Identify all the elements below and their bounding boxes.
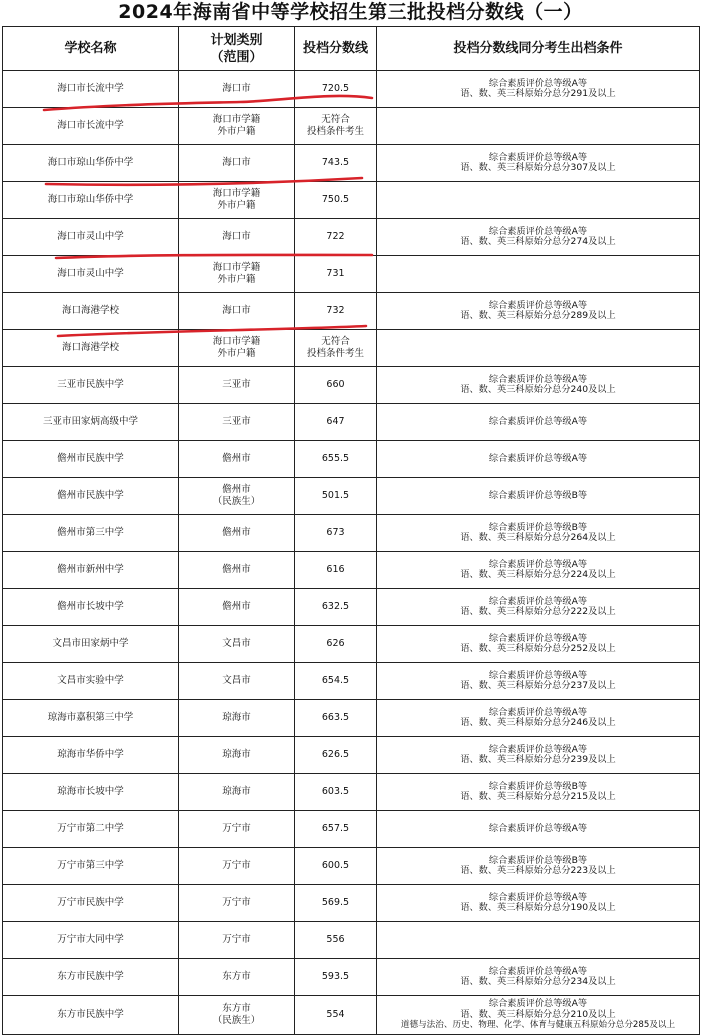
header-score: 投档分数线: [295, 27, 377, 71]
condition-cell: [377, 293, 700, 330]
score-cell: [295, 293, 377, 330]
condition-cell: [377, 774, 700, 811]
condition-line: 综合素质评价总等级A等: [488, 822, 588, 834]
category-line: 外市户籍: [217, 348, 256, 359]
table-row: [3, 367, 700, 404]
condition-line: 综合素质评价总等级A等: [488, 151, 588, 163]
score-cell: [295, 478, 377, 515]
condition-line: 语、数、英三科原始分总分274及以上: [460, 236, 616, 247]
table-row: [3, 515, 700, 552]
school-name-cell: 万宁市民族中学: [3, 885, 179, 922]
school-name-cell: 海口市灵山中学: [3, 256, 179, 293]
score-cell: [295, 996, 377, 1035]
admission-score-table: [2, 26, 700, 1035]
category-cell: [179, 71, 295, 108]
table-row: [3, 589, 700, 626]
table-row: [3, 848, 700, 885]
condition-cell: [377, 256, 700, 293]
score-cell: [295, 700, 377, 737]
condition-cell: [377, 404, 700, 441]
condition-cell: [377, 367, 700, 404]
condition-line: 语、数、英三科原始分总分307及以上: [460, 162, 616, 173]
score-cell: [295, 515, 377, 552]
header-category: [179, 27, 295, 71]
category-cell: [179, 996, 295, 1035]
category-cell: [179, 404, 295, 441]
school-name-cell: 万宁市第三中学: [3, 848, 179, 885]
category-cell: [179, 663, 295, 700]
score-cell: [295, 626, 377, 663]
condition-line: 语、数、英三科原始分总分246及以上: [460, 717, 616, 728]
school-name-cell: 儋州市长坡中学: [3, 589, 179, 626]
category-line: 儋州市: [222, 526, 251, 538]
school-name-cell: 三亚市田家炳高级中学: [3, 404, 179, 441]
category-line: 万宁市: [222, 933, 251, 945]
category-cell: [179, 848, 295, 885]
score-cell: [295, 256, 377, 293]
category-cell: [179, 737, 295, 774]
score-cell: [295, 441, 377, 478]
school-name-cell: 海口海港学校: [3, 293, 179, 330]
condition-cell: [377, 145, 700, 182]
score-line: 657.5: [321, 822, 350, 834]
table-row: [3, 774, 700, 811]
score-line: 616: [326, 563, 345, 575]
score-line: 722: [326, 230, 345, 242]
condition-line: 语、数、英三科原始分总分239及以上: [460, 754, 616, 765]
school-name-cell: 海口市长流中学: [3, 108, 179, 145]
condition-cell: [377, 589, 700, 626]
school-name-cell: 东方市民族中学: [3, 996, 179, 1035]
score-line: 655.5: [321, 452, 350, 464]
condition-line: 语、数、英三科原始分总分190及以上: [460, 902, 616, 913]
table-header-row: [3, 27, 700, 71]
category-line: 万宁市: [222, 822, 251, 834]
condition-line: 综合素质评价总等级A等: [488, 415, 588, 427]
category-cell: [179, 700, 295, 737]
condition-line: 综合素质评价总等级A等: [488, 891, 588, 903]
condition-cell: [377, 441, 700, 478]
score-line: 569.5: [321, 896, 350, 908]
score-line: 663.5: [321, 711, 350, 723]
score-cell: [295, 71, 377, 108]
score-cell: [295, 959, 377, 996]
school-name-cell: 万宁市第二中学: [3, 811, 179, 848]
table-row: [3, 626, 700, 663]
category-line: 文昌市: [222, 637, 251, 649]
condition-line: 综合素质评价总等级A等: [488, 706, 588, 718]
condition-line: 综合素质评价总等级A等: [488, 77, 588, 89]
page-title: 2024年海南省中等学校招生第三批投档分数线（一）: [118, 1, 583, 23]
condition-line: 综合素质评价总等级A等: [488, 452, 588, 464]
score-cell: [295, 663, 377, 700]
score-line: 743.5: [321, 156, 350, 168]
table-row: [3, 256, 700, 293]
condition-cell: [377, 552, 700, 589]
condition-line: 语、数、英三科原始分总分264及以上: [460, 532, 616, 543]
condition-line: 综合素质评价总等级B等: [488, 780, 588, 792]
condition-cell: [377, 219, 700, 256]
category-line: （民族生）: [212, 1015, 261, 1026]
table-row: [3, 922, 700, 959]
school-name-cell: 万宁市大同中学: [3, 922, 179, 959]
condition-line: 综合素质评价总等级A等: [488, 998, 588, 1010]
category-line: 海口市: [222, 156, 251, 168]
category-cell: [179, 478, 295, 515]
table-row: [3, 885, 700, 922]
category-cell: [179, 108, 295, 145]
condition-line: 语、数、英三科原始分总分291及以上: [460, 88, 616, 99]
condition-line: 综合素质评价总等级A等: [488, 299, 588, 311]
school-name-cell: 琼海市嘉积第三中学: [3, 700, 179, 737]
score-line: 554: [326, 1008, 345, 1020]
category-line: 海口市学籍: [212, 187, 261, 199]
condition-line: 综合素质评价总等级B等: [488, 854, 588, 866]
category-cell: [179, 441, 295, 478]
condition-cell: [377, 663, 700, 700]
condition-cell: [377, 700, 700, 737]
score-cell: [295, 219, 377, 256]
category-cell: [179, 774, 295, 811]
header-condition: 投档分数线同分考生出档条件: [377, 27, 700, 71]
score-cell: [295, 145, 377, 182]
table-row: [3, 700, 700, 737]
score-line: 632.5: [321, 600, 350, 612]
condition-cell: [377, 182, 700, 219]
category-cell: [179, 256, 295, 293]
condition-line: 语、数、英三科原始分总分215及以上: [460, 791, 616, 802]
condition-line: 语、数、英三科原始分总分237及以上: [460, 680, 616, 691]
condition-cell: [377, 922, 700, 959]
score-line: 720.5: [321, 82, 350, 94]
category-cell: [179, 885, 295, 922]
score-line: 732: [326, 304, 345, 316]
condition-line: 语、数、英三科原始分总分289及以上: [460, 310, 616, 321]
score-cell: [295, 404, 377, 441]
condition-line: 语、数、英三科原始分总分240及以上: [460, 384, 616, 395]
condition-cell: [377, 626, 700, 663]
condition-line: 语、数、英三科原始分总分234及以上: [460, 976, 616, 987]
table-row: [3, 552, 700, 589]
condition-cell: [377, 848, 700, 885]
condition-line: 综合素质评价总等级B等: [488, 489, 588, 501]
category-line: 三亚市: [222, 378, 251, 390]
table-row: [3, 108, 700, 145]
score-cell: [295, 330, 377, 367]
score-line: 673: [326, 526, 345, 538]
category-line: 万宁市: [222, 859, 251, 871]
condition-cell: [377, 885, 700, 922]
category-cell: [179, 367, 295, 404]
condition-cell: [377, 959, 700, 996]
category-cell: [179, 959, 295, 996]
score-line: 750.5: [321, 193, 350, 205]
table-row: [3, 182, 700, 219]
condition-line: 语、数、英三科原始分总分210及以上: [460, 1008, 616, 1020]
score-cell: [295, 848, 377, 885]
header-school: 学校名称: [3, 27, 179, 71]
table-row: [3, 404, 700, 441]
category-line: 东方市: [222, 970, 251, 982]
table-row: [3, 959, 700, 996]
category-line: 外市户籍: [217, 274, 256, 285]
category-line: 海口市: [222, 230, 251, 242]
school-name-cell: 文昌市实验中学: [3, 663, 179, 700]
category-cell: [179, 219, 295, 256]
score-cell: [295, 367, 377, 404]
category-line: 三亚市: [222, 415, 251, 427]
condition-line: 综合素质评价总等级A等: [488, 669, 588, 681]
school-name-cell: 儋州市民族中学: [3, 441, 179, 478]
category-line: 儋州市: [222, 452, 251, 464]
score-line: 647: [326, 415, 345, 427]
score-cell: [295, 774, 377, 811]
condition-line: 语、数、英三科原始分总分224及以上: [460, 569, 616, 580]
table-row: [3, 478, 700, 515]
category-line: 海口市学籍: [212, 113, 261, 125]
school-name-cell: 儋州市民族中学: [3, 478, 179, 515]
score-cell: [295, 108, 377, 145]
table-row: [3, 330, 700, 367]
category-line: 琼海市: [222, 748, 251, 760]
score-cell: [295, 737, 377, 774]
score-line: 626.5: [321, 748, 350, 760]
category-line: 海口市学籍: [212, 261, 261, 273]
category-cell: [179, 922, 295, 959]
score-line: 654.5: [321, 674, 350, 686]
condition-line: 道德与法治、历史、物理、化学、体育与健康五科原始分总分285及以上: [400, 1020, 676, 1031]
category-line: 万宁市: [222, 896, 251, 908]
condition-cell: [377, 811, 700, 848]
school-name-cell: 琼海市长坡中学: [3, 774, 179, 811]
category-line: 儋州市: [222, 563, 251, 575]
condition-line: 综合素质评价总等级A等: [488, 558, 588, 570]
school-name-cell: 文昌市田家炳中学: [3, 626, 179, 663]
category-cell: [179, 811, 295, 848]
school-name-cell: 东方市民族中学: [3, 959, 179, 996]
category-cell: [179, 330, 295, 367]
category-line: 海口市: [222, 304, 251, 316]
condition-cell: [377, 71, 700, 108]
condition-line: 综合素质评价总等级A等: [488, 965, 588, 977]
category-line: 儋州市: [222, 600, 251, 612]
condition-line: 综合素质评价总等级B等: [488, 521, 588, 533]
category-line: 儋州市: [222, 483, 251, 495]
school-name-cell: 海口市琼山华侨中学: [3, 182, 179, 219]
category-line: 外市户籍: [217, 200, 256, 211]
school-name-cell: 儋州市第三中学: [3, 515, 179, 552]
category-line: （民族生）: [212, 496, 261, 507]
score-line: 556: [326, 933, 345, 945]
table-row: [3, 219, 700, 256]
school-name-cell: 琼海市华侨中学: [3, 737, 179, 774]
table-row: [3, 663, 700, 700]
category-cell: [179, 145, 295, 182]
category-line: 文昌市: [222, 674, 251, 686]
category-line: 海口市学籍: [212, 335, 261, 347]
condition-cell: [377, 515, 700, 552]
score-line: 731: [326, 267, 345, 279]
score-line: 593.5: [321, 970, 350, 982]
category-line: 外市户籍: [217, 126, 256, 137]
condition-line: 语、数、英三科原始分总分252及以上: [460, 643, 616, 654]
table-row: [3, 996, 700, 1035]
condition-cell: [377, 996, 700, 1035]
condition-cell: [377, 108, 700, 145]
condition-cell: [377, 478, 700, 515]
category-cell: [179, 589, 295, 626]
category-cell: [179, 182, 295, 219]
condition-line: 综合素质评价总等级A等: [488, 595, 588, 607]
category-cell: [179, 552, 295, 589]
condition-line: 综合素质评价总等级A等: [488, 225, 588, 237]
condition-cell: [377, 737, 700, 774]
school-name-cell: 海口海港学校: [3, 330, 179, 367]
school-name-cell: 海口市长流中学: [3, 71, 179, 108]
score-cell: [295, 811, 377, 848]
score-line: 无符合: [321, 335, 350, 347]
table-row: [3, 71, 700, 108]
table-row: [3, 293, 700, 330]
score-cell: [295, 552, 377, 589]
condition-line: 语、数、英三科原始分总分222及以上: [460, 606, 616, 617]
table-row: [3, 441, 700, 478]
score-line: 501.5: [321, 489, 350, 501]
school-name-cell: 三亚市民族中学: [3, 367, 179, 404]
table-row: [3, 145, 700, 182]
category-cell: [179, 293, 295, 330]
category-line: 琼海市: [222, 785, 251, 797]
condition-line: 语、数、英三科原始分总分223及以上: [460, 865, 616, 876]
score-cell: [295, 885, 377, 922]
category-line: 东方市: [222, 1002, 251, 1014]
school-name-cell: 儋州市新州中学: [3, 552, 179, 589]
score-line: 投档条件考生: [306, 348, 364, 359]
table-row: [3, 811, 700, 848]
table-row: [3, 737, 700, 774]
category-line: 海口市: [222, 82, 251, 94]
score-line: 603.5: [321, 785, 350, 797]
condition-line: 综合素质评价总等级A等: [488, 373, 588, 385]
header-category-line1: 计划类别: [210, 32, 263, 48]
score-line: 投档条件考生: [306, 126, 364, 137]
school-name-cell: 海口市灵山中学: [3, 219, 179, 256]
score-cell: [295, 922, 377, 959]
category-cell: [179, 626, 295, 663]
condition-cell: [377, 330, 700, 367]
school-name-cell: 海口市琼山华侨中学: [3, 145, 179, 182]
score-line: 660: [326, 378, 345, 390]
score-cell: [295, 589, 377, 626]
score-line: 600.5: [321, 859, 350, 871]
condition-line: 综合素质评价总等级A等: [488, 743, 588, 755]
category-cell: [179, 515, 295, 552]
score-line: 无符合: [321, 113, 350, 125]
score-line: 626: [326, 637, 345, 649]
condition-line: 综合素质评价总等级A等: [488, 632, 588, 644]
header-category-line2: （范围）: [210, 49, 263, 65]
category-line: 琼海市: [222, 711, 251, 723]
score-cell: [295, 182, 377, 219]
